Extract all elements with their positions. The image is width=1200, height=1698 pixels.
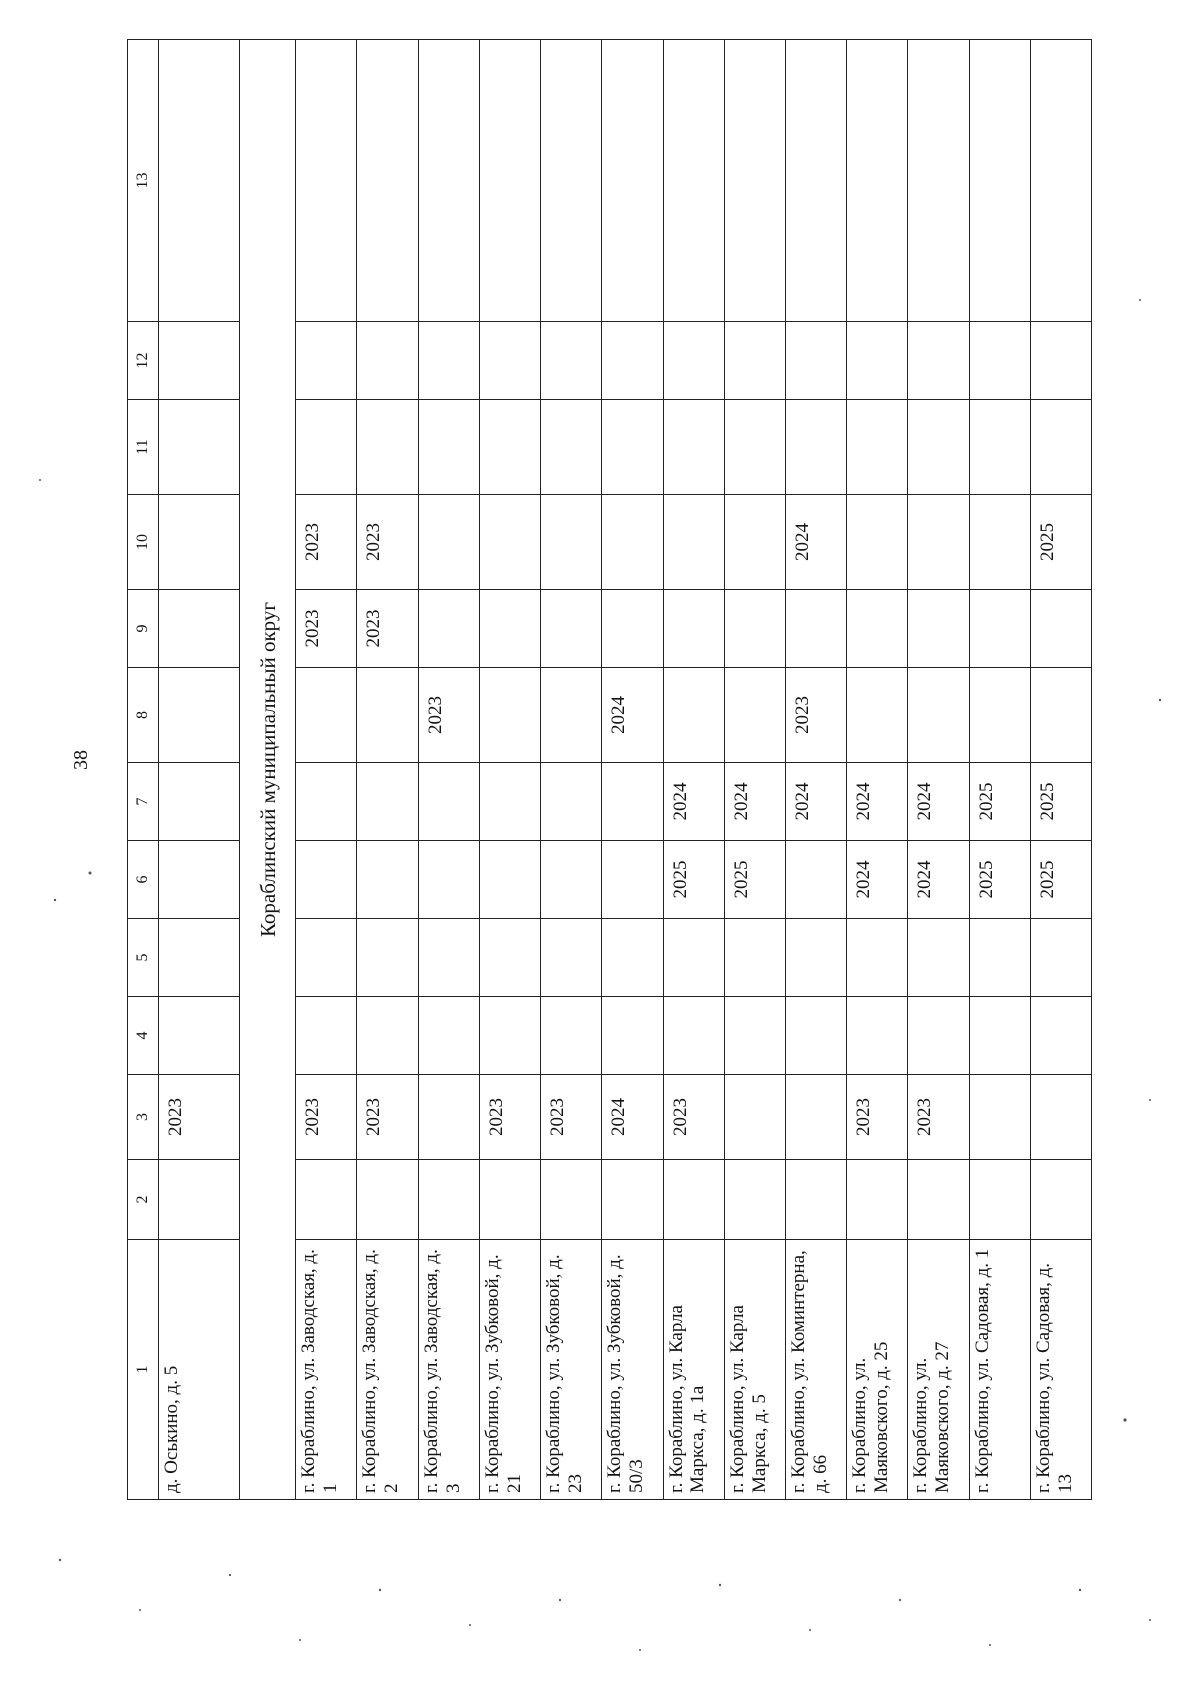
address-cell: г. Кораблино, ул. Зубковой, д. 50/3 — [602, 1240, 663, 1500]
year-cell — [847, 590, 908, 668]
year-cell — [724, 322, 785, 400]
year-cell — [479, 1160, 540, 1240]
year-cell — [479, 400, 540, 495]
year-cell: 2024 — [663, 763, 724, 841]
year-cell — [1030, 919, 1091, 997]
year-cell — [296, 763, 357, 841]
year-cell — [724, 40, 785, 322]
column-header: 7 — [128, 763, 159, 841]
year-cell — [908, 40, 969, 322]
year-cell: 2024 — [908, 841, 969, 919]
year-cell: 2023 — [357, 1075, 418, 1160]
year-cell — [418, 1075, 479, 1160]
year-cell: 2023 — [541, 1075, 602, 1160]
table-row — [158, 40, 240, 1500]
year-cell — [663, 668, 724, 763]
year-cell — [724, 997, 785, 1075]
year-cell — [1030, 668, 1091, 763]
year-cell — [158, 590, 240, 668]
year-cell: 2023 — [357, 495, 418, 590]
year-cell — [724, 668, 785, 763]
year-cell — [785, 1160, 846, 1240]
year-cell — [296, 400, 357, 495]
year-cell — [785, 919, 846, 997]
year-cell: 2025 — [969, 841, 1030, 919]
district-row — [240, 40, 296, 1500]
table-row — [1030, 40, 1091, 1500]
year-cell — [541, 40, 602, 322]
year-cell: 2024 — [908, 763, 969, 841]
year-cell — [969, 997, 1030, 1075]
year-cell — [158, 763, 240, 841]
column-header: 9 — [128, 590, 159, 668]
column-header: 4 — [128, 997, 159, 1075]
year-cell — [847, 919, 908, 997]
year-cell — [908, 495, 969, 590]
year-cell — [969, 1160, 1030, 1240]
year-cell — [908, 590, 969, 668]
year-cell — [418, 590, 479, 668]
year-cell: 2023 — [357, 590, 418, 668]
table-row — [479, 40, 540, 1500]
year-cell: 2024 — [602, 1075, 663, 1160]
year-cell — [418, 1160, 479, 1240]
table-row — [663, 40, 724, 1500]
column-header: 1 — [128, 1240, 159, 1500]
year-cell — [158, 997, 240, 1075]
year-cell — [785, 322, 846, 400]
address-cell: г. Кораблино, ул. Садовая, д. 1 — [969, 1240, 1030, 1500]
year-cell — [602, 919, 663, 997]
year-cell — [357, 40, 418, 322]
table-row — [908, 40, 969, 1500]
year-cell — [724, 495, 785, 590]
year-cell — [602, 1160, 663, 1240]
column-header: 11 — [128, 400, 159, 495]
year-cell: 2024 — [602, 668, 663, 763]
year-cell — [969, 40, 1030, 322]
year-cell — [1030, 400, 1091, 495]
year-cell — [724, 919, 785, 997]
year-cell — [785, 40, 846, 322]
year-cell — [357, 400, 418, 495]
column-header: 5 — [128, 919, 159, 997]
year-cell — [908, 668, 969, 763]
year-cell — [969, 400, 1030, 495]
district-heading: Кораблинский муниципальный округ — [240, 40, 296, 1500]
year-cell: 2024 — [785, 763, 846, 841]
year-cell: 2024 — [847, 763, 908, 841]
year-cell: 2025 — [1030, 841, 1091, 919]
year-cell — [785, 400, 846, 495]
year-cell — [908, 400, 969, 495]
year-cell: 2023 — [663, 1075, 724, 1160]
table-row — [357, 40, 418, 1500]
year-cell — [296, 40, 357, 322]
year-cell — [969, 668, 1030, 763]
year-cell — [296, 1160, 357, 1240]
address-cell: г. Кораблино, ул. Маяковского, д. 27 — [908, 1240, 969, 1500]
year-cell — [296, 841, 357, 919]
table-row — [969, 40, 1030, 1500]
table-row — [847, 40, 908, 1500]
year-cell — [541, 495, 602, 590]
year-cell: 2023 — [296, 495, 357, 590]
year-cell — [602, 495, 663, 590]
year-cell: 2025 — [1030, 763, 1091, 841]
table-row — [602, 40, 663, 1500]
year-cell — [479, 40, 540, 322]
year-cell: 2023 — [296, 1075, 357, 1160]
year-cell — [541, 997, 602, 1075]
year-cell: 2023 — [785, 668, 846, 763]
year-cell — [602, 763, 663, 841]
year-cell — [541, 668, 602, 763]
year-cell — [602, 841, 663, 919]
year-cell — [479, 997, 540, 1075]
year-cell — [357, 841, 418, 919]
page-number: 38 — [70, 750, 92, 770]
year-cell — [357, 919, 418, 997]
year-cell — [908, 919, 969, 997]
year-cell — [908, 997, 969, 1075]
address-cell: г. Кораблино, ул. Заводская, д. 2 — [357, 1240, 418, 1500]
address-cell: г. Кораблино, ул. Зубковой, д. 23 — [541, 1240, 602, 1500]
address-cell: г. Кораблино, ул. Заводская, д. 1 — [296, 1240, 357, 1500]
year-cell — [969, 1075, 1030, 1160]
year-cell — [1030, 40, 1091, 322]
address-cell: г. Кораблино, ул. Заводская, д. 3 — [418, 1240, 479, 1500]
table-row — [541, 40, 602, 1500]
year-cell — [785, 997, 846, 1075]
year-cell — [969, 590, 1030, 668]
year-cell — [357, 668, 418, 763]
year-cell — [602, 590, 663, 668]
year-cell — [724, 400, 785, 495]
column-header: 12 — [128, 322, 159, 400]
year-cell — [158, 400, 240, 495]
year-cell — [663, 590, 724, 668]
table-row — [418, 40, 479, 1500]
year-cell — [785, 1075, 846, 1160]
year-cell — [969, 495, 1030, 590]
year-cell — [479, 668, 540, 763]
year-cell — [541, 919, 602, 997]
year-cell — [357, 997, 418, 1075]
year-cell: 2024 — [724, 763, 785, 841]
year-cell — [158, 1160, 240, 1240]
year-cell — [479, 590, 540, 668]
year-cell — [969, 322, 1030, 400]
year-cell — [418, 763, 479, 841]
address-cell: г. Кораблино, ул. Карла Маркса, д. 1а — [663, 1240, 724, 1500]
year-cell — [357, 322, 418, 400]
year-cell: 2024 — [847, 841, 908, 919]
year-cell — [847, 1160, 908, 1240]
year-cell — [479, 322, 540, 400]
year-cell — [602, 997, 663, 1075]
year-cell — [847, 400, 908, 495]
year-cell — [785, 841, 846, 919]
column-header: 2 — [128, 1160, 159, 1240]
year-cell — [479, 841, 540, 919]
column-header: 3 — [128, 1075, 159, 1160]
year-cell — [541, 841, 602, 919]
year-cell — [357, 1160, 418, 1240]
year-cell — [847, 997, 908, 1075]
year-cell — [663, 322, 724, 400]
year-cell — [418, 997, 479, 1075]
table-row — [724, 40, 785, 1500]
year-cell — [602, 40, 663, 322]
address-cell: д. Оськино, д. 5 — [158, 1240, 240, 1500]
year-cell — [158, 841, 240, 919]
year-cell — [908, 1160, 969, 1240]
year-cell — [541, 763, 602, 841]
year-cell: 2024 — [785, 495, 846, 590]
year-cell — [541, 590, 602, 668]
year-cell — [418, 919, 479, 997]
year-cell — [663, 919, 724, 997]
year-cell — [296, 997, 357, 1075]
year-cell — [847, 40, 908, 322]
year-cell — [602, 400, 663, 495]
year-cell — [724, 1160, 785, 1240]
year-cell: 2023 — [158, 1075, 240, 1160]
address-cell: г. Кораблино, ул. Маяковского, д. 25 — [847, 1240, 908, 1500]
table-row — [785, 40, 846, 1500]
year-cell — [158, 40, 240, 322]
address-cell: г. Кораблино, ул. Зубковой, д. 21 — [479, 1240, 540, 1500]
year-cell — [1030, 1075, 1091, 1160]
year-cell — [418, 495, 479, 590]
year-cell — [357, 763, 418, 841]
year-cell — [541, 400, 602, 495]
table-row — [296, 40, 357, 1500]
year-cell — [724, 590, 785, 668]
year-cell — [541, 1160, 602, 1240]
year-cell — [479, 919, 540, 997]
year-cell — [663, 40, 724, 322]
year-cell — [1030, 997, 1091, 1075]
year-cell — [541, 322, 602, 400]
year-cell — [158, 919, 240, 997]
year-cell: 2025 — [969, 763, 1030, 841]
address-cell: г. Кораблино, ул. Садовая, д. 13 — [1030, 1240, 1091, 1500]
year-cell — [663, 997, 724, 1075]
year-cell: 2023 — [296, 590, 357, 668]
year-cell — [1030, 590, 1091, 668]
year-cell — [418, 322, 479, 400]
rotated-table-container — [127, 40, 1092, 1500]
year-cell — [908, 322, 969, 400]
year-cell — [724, 1075, 785, 1160]
year-cell: 2023 — [418, 668, 479, 763]
year-cell — [847, 322, 908, 400]
year-cell — [418, 40, 479, 322]
year-cell — [663, 495, 724, 590]
column-header: 13 — [128, 40, 159, 322]
column-header: 8 — [128, 668, 159, 763]
year-cell: 2023 — [908, 1075, 969, 1160]
header-row — [128, 40, 159, 1500]
year-cell — [418, 400, 479, 495]
year-cell — [158, 322, 240, 400]
year-cell: 2023 — [479, 1075, 540, 1160]
year-cell — [158, 668, 240, 763]
year-cell — [296, 322, 357, 400]
column-header: 6 — [128, 841, 159, 919]
address-cell: г. Кораблино, ул. Коминтерна, д. 66 — [785, 1240, 846, 1500]
year-cell — [847, 495, 908, 590]
year-cell — [847, 668, 908, 763]
year-cell — [1030, 322, 1091, 400]
housing-schedule-table — [127, 39, 1092, 1500]
year-cell — [663, 400, 724, 495]
year-cell: 2025 — [1030, 495, 1091, 590]
year-cell — [663, 1160, 724, 1240]
year-cell: 2023 — [847, 1075, 908, 1160]
year-cell — [296, 668, 357, 763]
year-cell: 2025 — [724, 841, 785, 919]
year-cell — [969, 919, 1030, 997]
year-cell — [418, 841, 479, 919]
column-header: 10 — [128, 495, 159, 590]
year-cell — [1030, 1160, 1091, 1240]
year-cell — [479, 495, 540, 590]
year-cell — [602, 322, 663, 400]
address-cell: г. Кораблино, ул. Карла Маркса, д. 5 — [724, 1240, 785, 1500]
year-cell — [158, 495, 240, 590]
year-cell — [785, 590, 846, 668]
year-cell — [479, 763, 540, 841]
year-cell — [296, 919, 357, 997]
year-cell: 2025 — [663, 841, 724, 919]
